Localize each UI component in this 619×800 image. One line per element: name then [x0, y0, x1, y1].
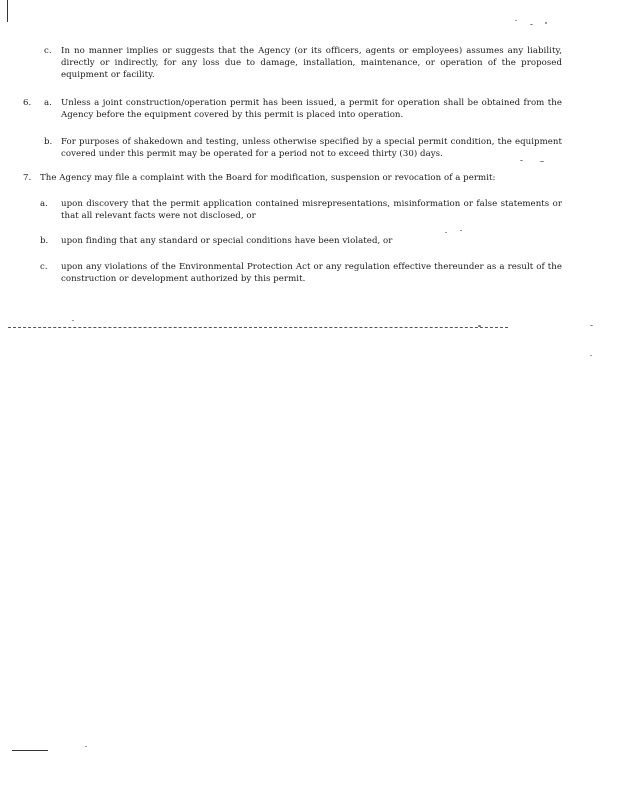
scan-speck	[520, 160, 523, 161]
clause-text: Unless a joint construction/operation permit has been issued, a permit for operation shall be obtained from the Agency before the equipment covered by this permit is placed into operation.	[61, 98, 562, 120]
clause-marker: b.	[44, 137, 53, 147]
section-number: 7.	[23, 173, 32, 183]
clause-text: upon finding that any standard or special conditions have been violated, or	[61, 236, 393, 246]
clause-marker: a.	[44, 98, 52, 108]
clause-text: In no manner implies or suggests that the Agency (or its officers, agents or employees) assumes any liability, directly or indirectly, for any loss due to damage, installation, maintenance, or operation of the proposed equipment or facility.	[61, 46, 562, 80]
clause-text: upon any violations of the Environmental Protection Act or any regulation effective thereunder as a result of the construction or development authorized by this permit.	[61, 262, 562, 284]
scan-dashed-line	[8, 327, 508, 328]
scan-speck	[590, 325, 593, 326]
clause-text: The Agency may file a complaint with the Board for modification, suspension or revocation of a permit:	[40, 173, 496, 183]
clause-marker: a.	[40, 199, 48, 209]
scan-speck	[460, 230, 462, 231]
scan-speck	[530, 24, 533, 25]
scan-speck	[540, 161, 544, 162]
scan-speck	[545, 22, 547, 24]
scan-speck	[72, 320, 74, 321]
clause-marker: c.	[44, 46, 52, 56]
clause-text: For purposes of shakedown and testing, unless otherwise specified by a special permit condition, the equipment covered under this permit may be operated for a period not to exceed thirty (30) days.	[61, 137, 562, 159]
section-number: 6.	[23, 98, 32, 108]
scan-speck	[590, 355, 592, 356]
binding-mark	[7, 0, 8, 22]
clause-marker: c.	[40, 262, 48, 272]
scan-speck	[85, 746, 87, 747]
clause-text: upon discovery that the permit application contained misrepresentations, misinformation or false statements or that all relevant facts were not disclosed, or	[61, 199, 562, 221]
scan-speck	[515, 20, 517, 21]
scan-speck	[445, 232, 447, 233]
scan-speck	[478, 325, 481, 327]
scan-bottom-line	[12, 750, 48, 751]
clause-marker: b.	[40, 236, 49, 246]
